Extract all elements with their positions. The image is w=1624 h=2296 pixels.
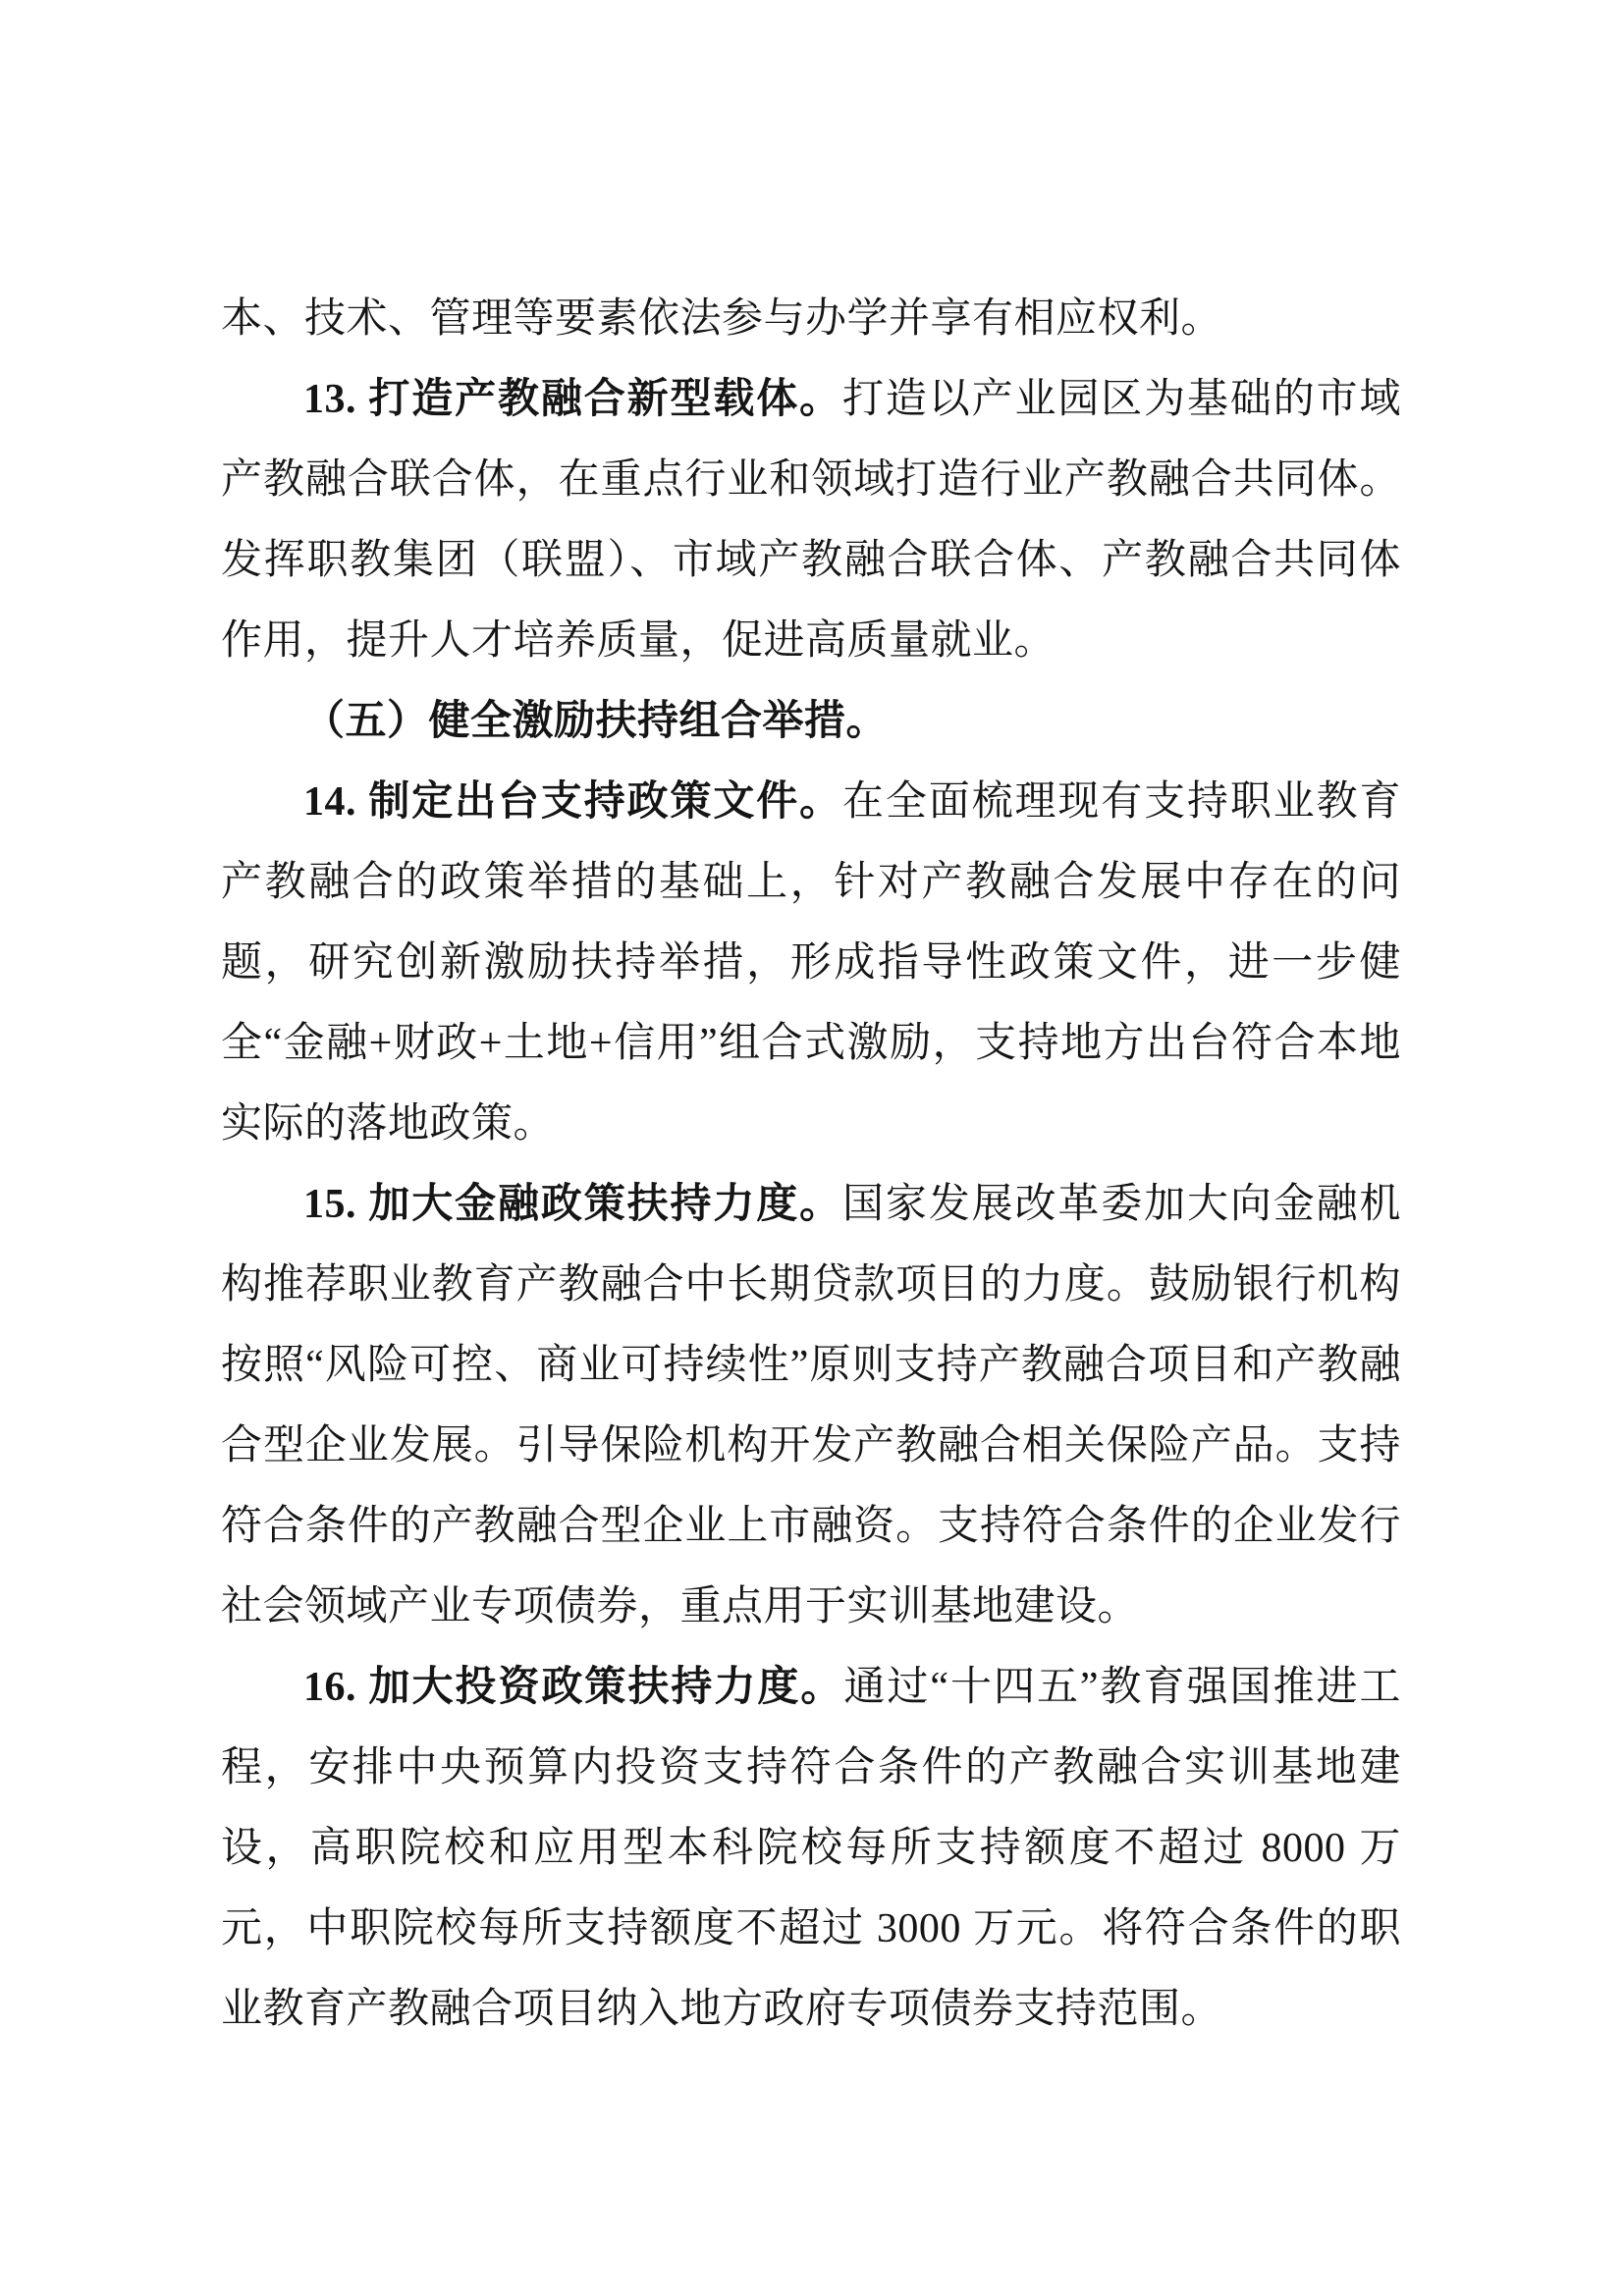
paragraph-15-lead: 15. 加大金融政策扶持力度。 xyxy=(303,1182,842,1227)
paragraph-item-13 xyxy=(221,359,1401,681)
paragraph-13-text: 打造以产业园区为基础的市域产教融合联合体，在重点行业和领域打造行业产教融合共同体。发挥职教集团（联盟）、市域产教融合联合体、产教融合共同体作用，提升人才培养质量，促进高质量就业。 xyxy=(221,377,1401,664)
paragraph-item-16 xyxy=(221,1647,1401,2050)
section-heading-five xyxy=(221,681,1401,762)
paragraph-16-text: 通过“十四五”教育强国推进工程，安排中央预算内投资支持符合条件的产教融合实训基地建设，高职院校和应用型本科院校每所支持额度不超过 8000 万元，中职院校每所支持额度不超过 3000 万元。将符合条件的职业教育产教融合项目纳入地方政府专项债券支持范围。 xyxy=(221,1665,1401,2032)
paragraph-item-14 xyxy=(221,762,1401,1164)
paragraph-14-lead: 14. 制定出台支持政策文件。 xyxy=(303,779,842,825)
paragraph-13-lead: 13. 打造产教融合新型载体。 xyxy=(303,377,842,422)
paragraph-15-text: 国家发展改革委加大向金融机构推荐职业教育产教融合中长期贷款项目的力度。鼓励银行机构按照“风险可控、商业可持续性”原则支持产教融合项目和产教融合型企业发展。引导保险机构开发产教融合相关保险产品。支持符合条件的产教融合型企业上市融资。支持符合条件的企业发行社会领域产业专项债券，重点用于实训基地建设。 xyxy=(221,1182,1401,1629)
paragraph-text: 本、技术、管理等要素依法参与办学并享有相应权利。 xyxy=(221,296,1223,342)
paragraph-continuation xyxy=(221,279,1401,359)
section-heading-five-text: （五）健全激励扶持组合举措。 xyxy=(303,699,889,744)
paragraph-14-text: 在全面梳理现有支持职业教育产教融合的政策举措的基础上，针对产教融合发展中存在的问题，研究创新激励扶持举措，形成指导性政策文件，进一步健全“金融+财政+土地+信用”组合式激励，支持地方出台符合本地实际的落地政策。 xyxy=(221,779,1401,1147)
document-text-block xyxy=(221,279,1401,2050)
paragraph-16-lead: 16. 加大投资政策扶持力度。 xyxy=(303,1665,844,1710)
paragraph-item-15 xyxy=(221,1164,1401,1647)
